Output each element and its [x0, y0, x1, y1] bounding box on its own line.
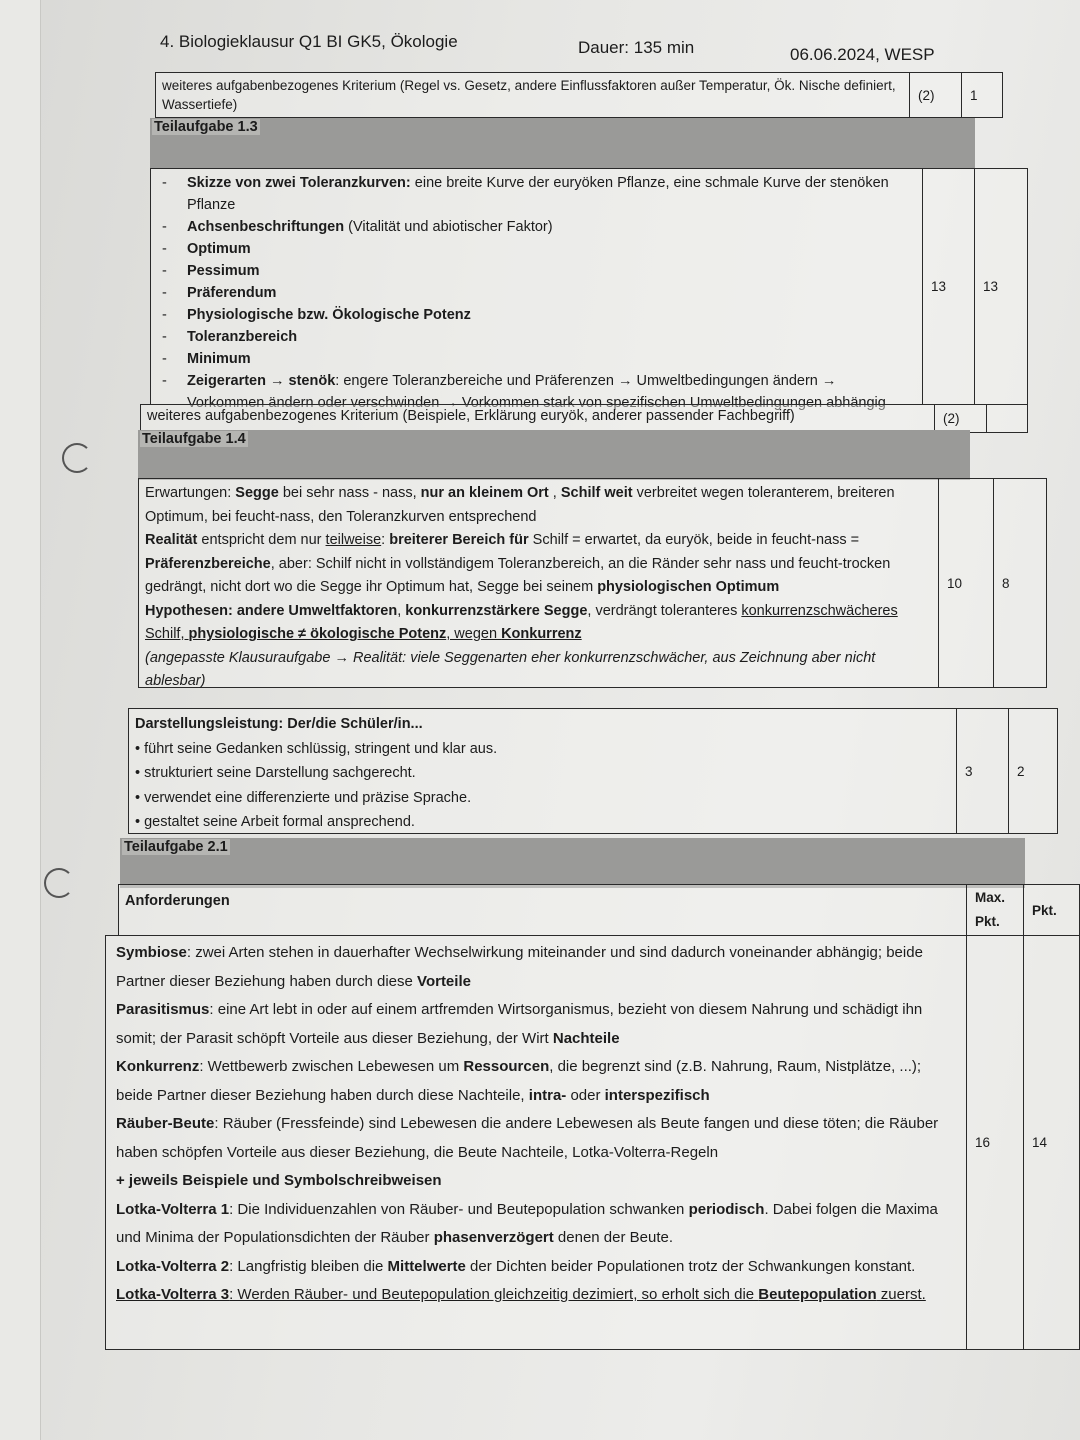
criterion-text: weiteres aufgabenbezogenes Kriterium (Regel vs. Gesetz, andere Einflussfaktoren außer Temperatur, Ök. Nische definiert, Wassertiefe) — [156, 73, 910, 117]
paragraph — [116, 939, 960, 996]
text-segment: Nachteile — [552, 1029, 620, 1047]
text-segment: physiologische ≠ ökologische Potenz — [188, 626, 447, 642]
text-segment: Schilf = erwartet, da euryök, beide in feucht-nass = — [528, 532, 860, 548]
text-segment: Lotka-Volterra 1 — [116, 1200, 230, 1218]
text-segment: denen der Beute. — [553, 1229, 674, 1246]
text-segment: Segge — [235, 485, 279, 501]
paragraph — [145, 647, 932, 694]
paragraph — [145, 600, 932, 647]
criterion-item — [157, 216, 916, 238]
text-segment: bei sehr nass - nass, — [278, 485, 421, 501]
points: 2 — [1017, 763, 1025, 779]
text-segment: : Langfristig bleiben die — [229, 1257, 388, 1275]
criteria-items — [157, 172, 916, 414]
paragraph — [116, 1110, 960, 1167]
text-segment: , — [397, 602, 406, 619]
criterion-item — [157, 326, 916, 348]
text-segment: Parasitismus — [116, 1001, 210, 1018]
table-2-1-header — [118, 884, 1080, 936]
text-segment: : — [381, 532, 390, 548]
exam-title: 4. Biologieklausur Q1 BI GK5, Ökologie — [160, 32, 458, 51]
table-1-4 — [138, 478, 1047, 688]
max-points: 13 — [923, 169, 975, 404]
table-darstellung — [128, 708, 1058, 834]
text-segment: , aber: Schilf nicht in vollständigem Toleranzbereich, an die Ränder sehr nass und feucht-trocken gedrängt, nicht dort wo die Segge ihr Optimum hat, Segge bei seinem — [145, 555, 891, 595]
column-header-requirements: Anforderungen — [119, 885, 967, 935]
max-points: 16 — [967, 936, 1024, 1349]
paragraph — [145, 482, 932, 529]
section-bar-2-1 — [120, 838, 1025, 888]
max-points: (2) — [935, 405, 987, 432]
text-segment: Mittelwerte — [387, 1257, 466, 1275]
text-segment: Physiologische bzw. Ökologische Potenz — [187, 307, 471, 323]
table-2-1 — [105, 935, 1080, 1350]
text-segment: eine breite Kurve der euryöken Pflanze, eine schmale Kurve der stenöken Pflanze — [187, 175, 889, 213]
paragraph — [116, 996, 960, 1053]
text-segment: . Dabei folgen die Maxima und Minima der Populationsdichten der Räuber — [116, 1200, 938, 1246]
text-segment: periodisch — [688, 1200, 765, 1218]
requirements-text — [106, 936, 967, 1349]
hole-punch-mark — [44, 868, 74, 898]
darstellung-heading: Darstellungsleistung: Der/die Schüler/in... — [135, 716, 423, 732]
text-segment: nur an kleinem Ort — [420, 485, 549, 501]
section-label: Teilaufgabe 2.1 — [124, 839, 228, 855]
text-segment: Toleranzbereich — [187, 329, 298, 345]
paragraph — [116, 1196, 960, 1253]
paragraph — [116, 1167, 960, 1196]
text-segment: phasenverzögert — [433, 1229, 554, 1246]
criterion-row-top — [155, 72, 1003, 118]
bullet-item: • verwendet eine differenzierte und präzise Sprache. — [135, 789, 472, 806]
points: 14 — [1032, 1135, 1048, 1150]
text-segment: Präferendum — [187, 285, 277, 301]
column-header-points: Pkt. — [1032, 902, 1057, 918]
darstellung-text — [129, 709, 957, 833]
text-segment: : Werden Räuber- und Beutepopulation gleichzeitig dezimiert, so erholt sich die — [229, 1286, 759, 1303]
text-segment: verbreitet wegen toleranterem, breiteren Optimum, bei feucht-nass, den Toleranzkurven entsprechend — [145, 485, 895, 525]
criterion-item — [157, 238, 916, 260]
text-segment: Optimum — [187, 241, 251, 257]
hole-punch-mark — [62, 443, 92, 473]
text-segment: : Räuber (Fressfeinde) sind Lebewesen die andere Lebewesen als Beute fangen und diese töten; die Räuber haben schöpfen Vorteile aus dieser Beziehung, die Beute Nachteile, Lotka-Volterra-Regeln — [116, 1115, 939, 1161]
text-segment: Konkurrenz — [116, 1058, 200, 1075]
text-segment: Realität — [145, 532, 198, 548]
criterion-row-1-3 — [140, 404, 1028, 433]
text-segment: Ressourcen — [463, 1058, 550, 1075]
criterion-item — [157, 172, 916, 216]
bullet-item: • führt seine Gedanken schlüssig, stringent und klar aus. — [135, 740, 498, 757]
text-segment: Erwartungen: — [145, 485, 236, 501]
text-segment: (Vitalität und abiotischer Faktor) — [344, 219, 553, 235]
max-points: 3 — [957, 709, 1009, 833]
criterion-text: weiteres aufgabenbezogenes Kriterium (Beispiele, Erklärung euryök, anderer passender Fachbegriff) — [141, 405, 935, 432]
text-segment: Minimum — [187, 351, 251, 367]
text-segment: Pessimum — [187, 263, 260, 279]
text-segment: Konkurrenz — [501, 626, 582, 642]
text-segment: : Wettbewerb zwischen Lebewesen um — [199, 1058, 464, 1075]
points: 1 — [970, 87, 978, 103]
text-segment: interspezifisch — [604, 1086, 710, 1104]
text-segment: teilweise — [325, 532, 382, 548]
bullet-item: • gestaltet seine Arbeit formal ansprechend. — [135, 814, 415, 830]
text-segment: Skizze von zwei Toleranzkurven: — [187, 175, 411, 191]
criteria-list — [151, 169, 923, 411]
section-label: Teilaufgabe 1.3 — [154, 119, 258, 135]
criterion-item — [157, 304, 916, 326]
text-segment: (angepasste Klausuraufgabe → Realität: viele Seggenarten eher konkurrenzschwächer, aus Zeichnung aber nicht ablesbar) — [145, 649, 876, 689]
text-segment: Schilf weit — [560, 485, 633, 501]
points: 13 — [983, 279, 999, 294]
text-segment: : engere Toleranzbereiche und Präferenzen → Umweltbedingungen ändern → Vorkommen ändern oder verschwinden → Vorkommen stark von spezifischen Umweltbedingungen abhängig — [187, 373, 886, 411]
text-segment: Räuber-Beute — [116, 1115, 215, 1132]
text-segment: intra- — [528, 1086, 567, 1104]
text-segment: + jeweils Beispiele und Symbolschreibweisen — [116, 1172, 442, 1189]
text-segment: : Die Individuenzahlen von Räuber- und Beutepopulation schwanken — [229, 1200, 689, 1218]
text-segment: : eine Art lebt in oder auf einem artfremden Wirtsorganismus, bezieht von diesem Nahrung und schädigt ihn somit; der Parasit schöpft Vorteile aus dieser Beziehung, der Wirt — [116, 1001, 923, 1047]
section-bar-1-3 — [150, 118, 975, 168]
text-segment: : zwei Arten stehen in dauerhafter Wechselwirkung miteinander und sind dadurch voneinander abhängig; beide Partner dieser Beziehung haben durch diese — [116, 944, 923, 990]
section-label: Teilaufgabe 1.4 — [142, 431, 246, 447]
text-segment: physiologischen Optimum — [597, 579, 780, 595]
text-segment: Vorteile — [417, 972, 471, 990]
exam-duration: Dauer: 135 min — [578, 38, 695, 57]
criterion-item — [157, 282, 916, 304]
section-bar-1-4 — [138, 430, 970, 480]
max-points: 10 — [939, 479, 994, 687]
criterion-item — [157, 260, 916, 282]
text-segment: , verdrängt toleranteres — [587, 602, 742, 619]
text-segment: Zeigerarten → stenök — [187, 373, 336, 389]
exam-date: 06.06.2024, WESP — [790, 45, 935, 64]
text-segment: , wegen — [446, 626, 502, 642]
text-segment: entspricht dem nur — [197, 532, 326, 548]
text-segment: Präferenzbereiche — [145, 555, 271, 572]
text-segment: der Dichten beider Populationen trotz der Schwankungen konstant. — [465, 1257, 916, 1275]
expectation-text — [139, 479, 939, 687]
column-header-max-points: Max. Pkt. — [967, 885, 1024, 935]
paragraph — [116, 1281, 960, 1310]
text-segment: , die begrenzt sind (z.B. Nahrung, Raum, Nistplätze, ...); beide Partner dieser Beziehung haben durch diese Nachteile, — [116, 1058, 922, 1104]
text-segment: konkurrenzschwächeres Schilf, — [145, 602, 898, 642]
points: 8 — [1002, 575, 1010, 591]
text-segment: Lotka-Volterra 2 — [116, 1257, 230, 1275]
text-segment: Hypothesen: andere Umweltfaktoren — [145, 602, 398, 619]
points — [987, 405, 1027, 432]
criterion-item — [157, 348, 916, 370]
paragraph — [116, 1053, 960, 1110]
text-segment: breiterer Bereich für — [389, 532, 529, 548]
text-segment: oder — [566, 1086, 605, 1104]
paragraph — [145, 529, 932, 600]
table-1-3 — [150, 168, 1028, 411]
text-segment: Achsenbeschriftungen — [187, 219, 345, 235]
text-segment: , — [548, 485, 561, 501]
paragraph — [116, 1253, 960, 1282]
text-segment: konkurrenzstärkere Segge — [405, 602, 588, 619]
text-segment: Beutepopulation — [758, 1286, 877, 1303]
text-segment: zuerst. — [876, 1286, 926, 1303]
text-segment: Lotka-Volterra 3 — [116, 1286, 230, 1303]
text-segment: Symbiose — [116, 944, 187, 961]
max-points: (2) — [910, 73, 962, 117]
bullet-item: • strukturiert seine Darstellung sachgerecht. — [135, 765, 416, 781]
notebook-margin — [0, 0, 41, 1440]
